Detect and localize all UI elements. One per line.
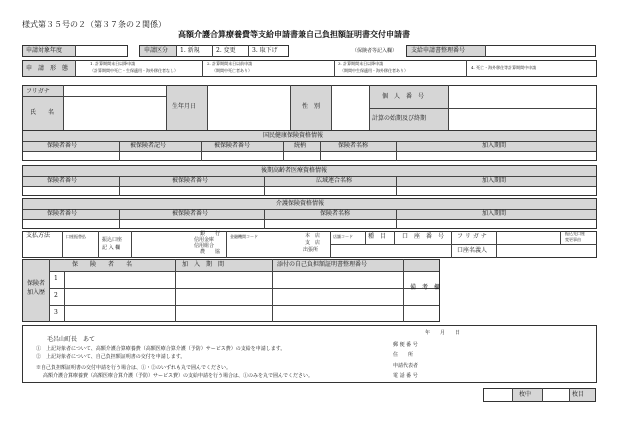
nhi-col-relation: 続柄: [294, 142, 307, 149]
declaration-note-1: ※自己負担額証明書の交付申請を行う場合は、①・②のいずれも丸で囲んでください。: [36, 365, 232, 371]
declaration-date: 年 月 日: [425, 330, 461, 336]
application-category-label: 申請区分: [144, 47, 169, 54]
history-col-insurer: 保 険 者 名: [72, 261, 133, 268]
addressee: 毛呂山町長 あて: [47, 336, 96, 343]
nhi-col-period: 加入期間: [482, 142, 507, 149]
option-withdraw[interactable]: 3. 取下げ: [252, 47, 278, 54]
branch-sub[interactable]: 支 店: [305, 240, 321, 246]
form-title: 高額介護合算療養費等支給申請書兼自己負担額証明書交付申請書: [178, 29, 410, 39]
elderly-col-union-name: 広域連合名称: [316, 177, 353, 184]
branch-head[interactable]: 本 店: [305, 233, 321, 239]
auto-transfer-option[interactable]: 口座振替払: [66, 234, 86, 239]
form-option-4[interactable]: 4. 死亡・海外移住等計算期間中申請: [471, 65, 537, 70]
nhi-col-insured-no: 被保険者番号: [214, 142, 251, 149]
account-change-reason-label: 振込先口座: [565, 231, 585, 236]
calc-period-label: 計算の始期及び終期: [372, 115, 427, 122]
history-row-3: 3: [54, 309, 58, 316]
payment-method-label: 支払方法: [26, 232, 51, 239]
institution-shinkin[interactable]: 信用金庫: [194, 237, 215, 243]
nhi-title: 国民健康保険資格情報: [263, 132, 324, 139]
history-col-ref: 添付の自己負担額証明書整理番号: [277, 261, 368, 268]
institution-kumiai[interactable]: 信用組合: [194, 243, 215, 249]
representative-label: 申請代表者: [393, 363, 419, 369]
care-col-insured-no: 被保険者番号: [172, 210, 209, 217]
elderly-col-insured-no: 被保険者番号: [172, 177, 209, 184]
application-form-label: 申 請 形 態: [26, 65, 69, 72]
institution-bank[interactable]: 銀 行: [200, 231, 221, 237]
fiscal-year-label: 申請対象年度: [26, 47, 63, 54]
declaration-item-2[interactable]: ② 上記対象者について、自己負担額証明書の交付を申請します。: [36, 354, 186, 360]
elderly-col-insurer-no: 保険者番号: [47, 177, 78, 184]
sex-label: 性 別: [302, 103, 321, 110]
financial-code-label: 金融機関コード: [230, 234, 258, 239]
form-option-2[interactable]: 2. 計算期間末日以前申請: [207, 61, 253, 66]
option-new[interactable]: 1. 新規: [180, 47, 200, 54]
remarks-label: 備 考 欄: [410, 284, 441, 291]
nhi-col-symbol: 被保険者記号: [130, 142, 167, 149]
personal-number-label: 個 人 番 号: [382, 93, 425, 100]
care-col-insurer-no: 保険者番号: [47, 210, 78, 217]
history-label: 保険者: [27, 280, 46, 287]
insurer-use-note: （保険者等記入欄）: [352, 48, 398, 54]
furigana-label: フリガナ: [26, 88, 50, 95]
branch-office[interactable]: 出張所: [303, 247, 319, 253]
name-label: 氏 名: [30, 109, 55, 116]
account-holder-label: 口座名義人: [457, 247, 488, 254]
store-code-label: 店舗コード: [333, 234, 353, 239]
postal-code-label: 郵 便 番 号: [393, 342, 418, 348]
history-row-2: 2: [54, 292, 58, 299]
management-number-label: 支給申請書整理番号: [411, 47, 466, 54]
birthdate-label: 生年月日: [172, 103, 197, 110]
sheet-page-label: 枚目: [572, 391, 585, 398]
nhi-col-insurer-no: 保険者番号: [47, 142, 78, 149]
address-label: 住 所: [393, 352, 414, 358]
phone-label: 電 話 番 号: [393, 373, 418, 379]
declaration-item-1[interactable]: ① 上記対象者について、高額介護合算療養費（高額医療合算介護（予防）サービス費）の支給を申請します。: [36, 346, 286, 352]
transfer-account-label: 振込口座: [102, 237, 123, 243]
institution-jakyo[interactable]: 農 協: [200, 249, 221, 255]
account-type-label: 種 目: [368, 233, 387, 240]
care-col-insurer-name: 保険者名称: [320, 210, 351, 217]
elderly-title: 後期高齢者医療資格情報: [261, 167, 328, 174]
account-furigana-label: フ リ ガ ナ: [457, 233, 487, 240]
history-row-1: 1: [54, 275, 58, 282]
declaration-note-2: 高額介護合算療養費（高額医療合算介護（予防）サービス費）の支給申請を行う場合は、①のみを丸で囲んでください。: [43, 373, 314, 379]
form-number: 様式第３５号の２（第３７条の２関係）: [22, 20, 166, 29]
elderly-col-period: 加入期間: [482, 177, 507, 184]
care-title: 介護保険資格情報: [276, 200, 325, 207]
nhi-col-insurer-name: 保険者名称: [338, 142, 369, 149]
sheet-total-label: 枚中: [519, 391, 532, 398]
form-option-1[interactable]: 1. 計算期間末日以降申請: [90, 61, 136, 66]
option-change[interactable]: 2. 変更: [216, 47, 236, 54]
form-option-3[interactable]: 3. 計算期間末日以降申請: [338, 61, 384, 66]
care-col-period: 加入期間: [482, 210, 507, 217]
history-col-period: 加 入 期 間: [182, 261, 225, 268]
account-number-label: 口 座 番 号: [402, 233, 445, 240]
